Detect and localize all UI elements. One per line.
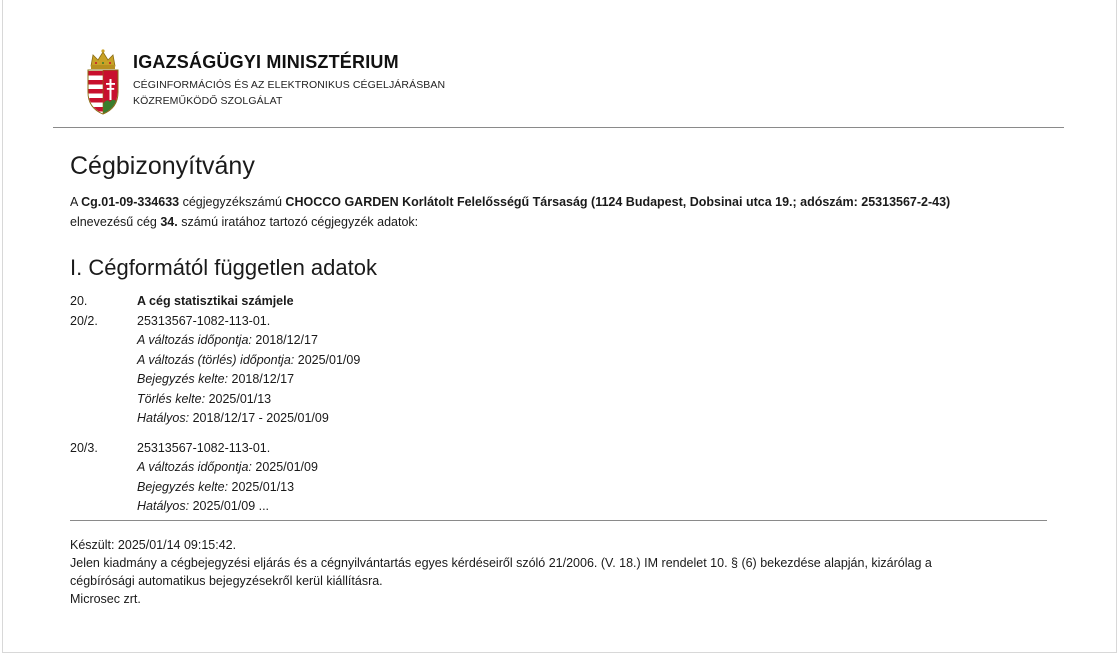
detail-value: 2018/12/17 [251, 333, 318, 347]
entry-20-3 [70, 439, 1060, 459]
intro-paragraph [70, 192, 1060, 232]
issuer-name: Microsec zrt. [70, 592, 141, 606]
detail-value: 2025/01/09 [294, 352, 361, 367]
detail-value: 2018/12/17 [228, 372, 295, 386]
intro-text3: számú iratához tartozó cégjegyzék adatok: [177, 215, 419, 229]
company-reg-number: Cg.01-09-334633 [81, 195, 180, 209]
detail-label: Hatályos: [137, 411, 190, 425]
detail-value: 2025/01/13 [205, 391, 272, 406]
hungarian-coat-of-arms-icon [85, 46, 121, 116]
entry-detail-line [70, 478, 1060, 498]
intro-text2: elnevezésű cég [70, 215, 161, 229]
entry-detail-line [70, 497, 1060, 517]
entry-number: 20/3. [70, 440, 98, 455]
entry-detail-line [70, 331, 1060, 351]
entry-detail-line [70, 370, 1060, 390]
entry-number: 20. [70, 294, 88, 308]
detail-label: Hatályos: [137, 499, 190, 513]
detail-value: 2025/01/09 ... [189, 499, 270, 513]
intro-text1: cégjegyzékszámú [179, 195, 286, 209]
detail-label: Bejegyzés kelte: [137, 479, 229, 494]
detail-label: A változás (törlés) időpontja: [137, 352, 295, 367]
header-divider [53, 127, 1064, 128]
ministry-block [133, 52, 445, 109]
detail-value: 2018/12/17 - 2025/01/09 [189, 411, 329, 425]
legal-notice-line1: Jelen kiadmány a cégbejegyzési eljárás és a cégnyilvántartás egyes kérdéseiről szóló 21/2006. (V. 18.) IM rendelet 10. § (6) bekezdése alapján, kizárólag a [70, 556, 932, 570]
document-footer [70, 536, 1060, 608]
company-details: CHOCCO GARDEN Korlátolt Felelősségű Társaság (1124 Budapest, Dobsinai utca 19.; adószám: 25313567-2-43) [285, 195, 951, 209]
entry-detail-line [70, 409, 1060, 429]
entry-number: 20/2. [70, 313, 98, 328]
entry-value: 25313567-1082-113-01. [137, 440, 271, 455]
entry-20 [70, 292, 1060, 312]
document-body [70, 150, 1060, 517]
ministry-subtitle-line1: CÉGINFORMÁCIÓS ÉS AZ ELEKTRONIKUS CÉGELJÁRÁSBAN [133, 79, 446, 91]
detail-label: A változás időpontja: [137, 333, 252, 347]
detail-label: Bejegyzés kelte: [137, 372, 229, 386]
legal-notice-line2: cégbírósági automatikus bejegyzésekről kerül kiállításra. [70, 574, 383, 588]
entry-detail-line [70, 390, 1060, 410]
entry-detail-line [70, 351, 1060, 371]
created-timestamp: Készült: 2025/01/14 09:15:42. [70, 538, 237, 552]
entry-20-2 [70, 312, 1060, 332]
ministry-name: IGAZSÁGÜGYI MINISZTÉRIUM [133, 52, 399, 72]
entry-detail-line [70, 458, 1060, 478]
ministry-subtitle-line2: KÖZREMŰKÖDŐ SZOLGÁLAT [133, 95, 283, 107]
entry-heading: A cég statisztikai számjele [137, 294, 294, 308]
footer-divider [70, 520, 1047, 521]
document-count: 34. [160, 215, 178, 229]
entry-value: 25313567-1082-113-01. [137, 313, 271, 328]
detail-label: Törlés kelte: [137, 391, 206, 406]
detail-label: A változás időpontja: [137, 460, 252, 474]
entries-list [70, 292, 1060, 517]
document-title: Cégbizonyítvány [70, 152, 255, 180]
intro-prefix: A [70, 195, 82, 209]
detail-value: 2025/01/13 [228, 479, 295, 494]
section-title: I. Cégformától független adatok [70, 255, 377, 280]
detail-value: 2025/01/09 [251, 460, 318, 474]
